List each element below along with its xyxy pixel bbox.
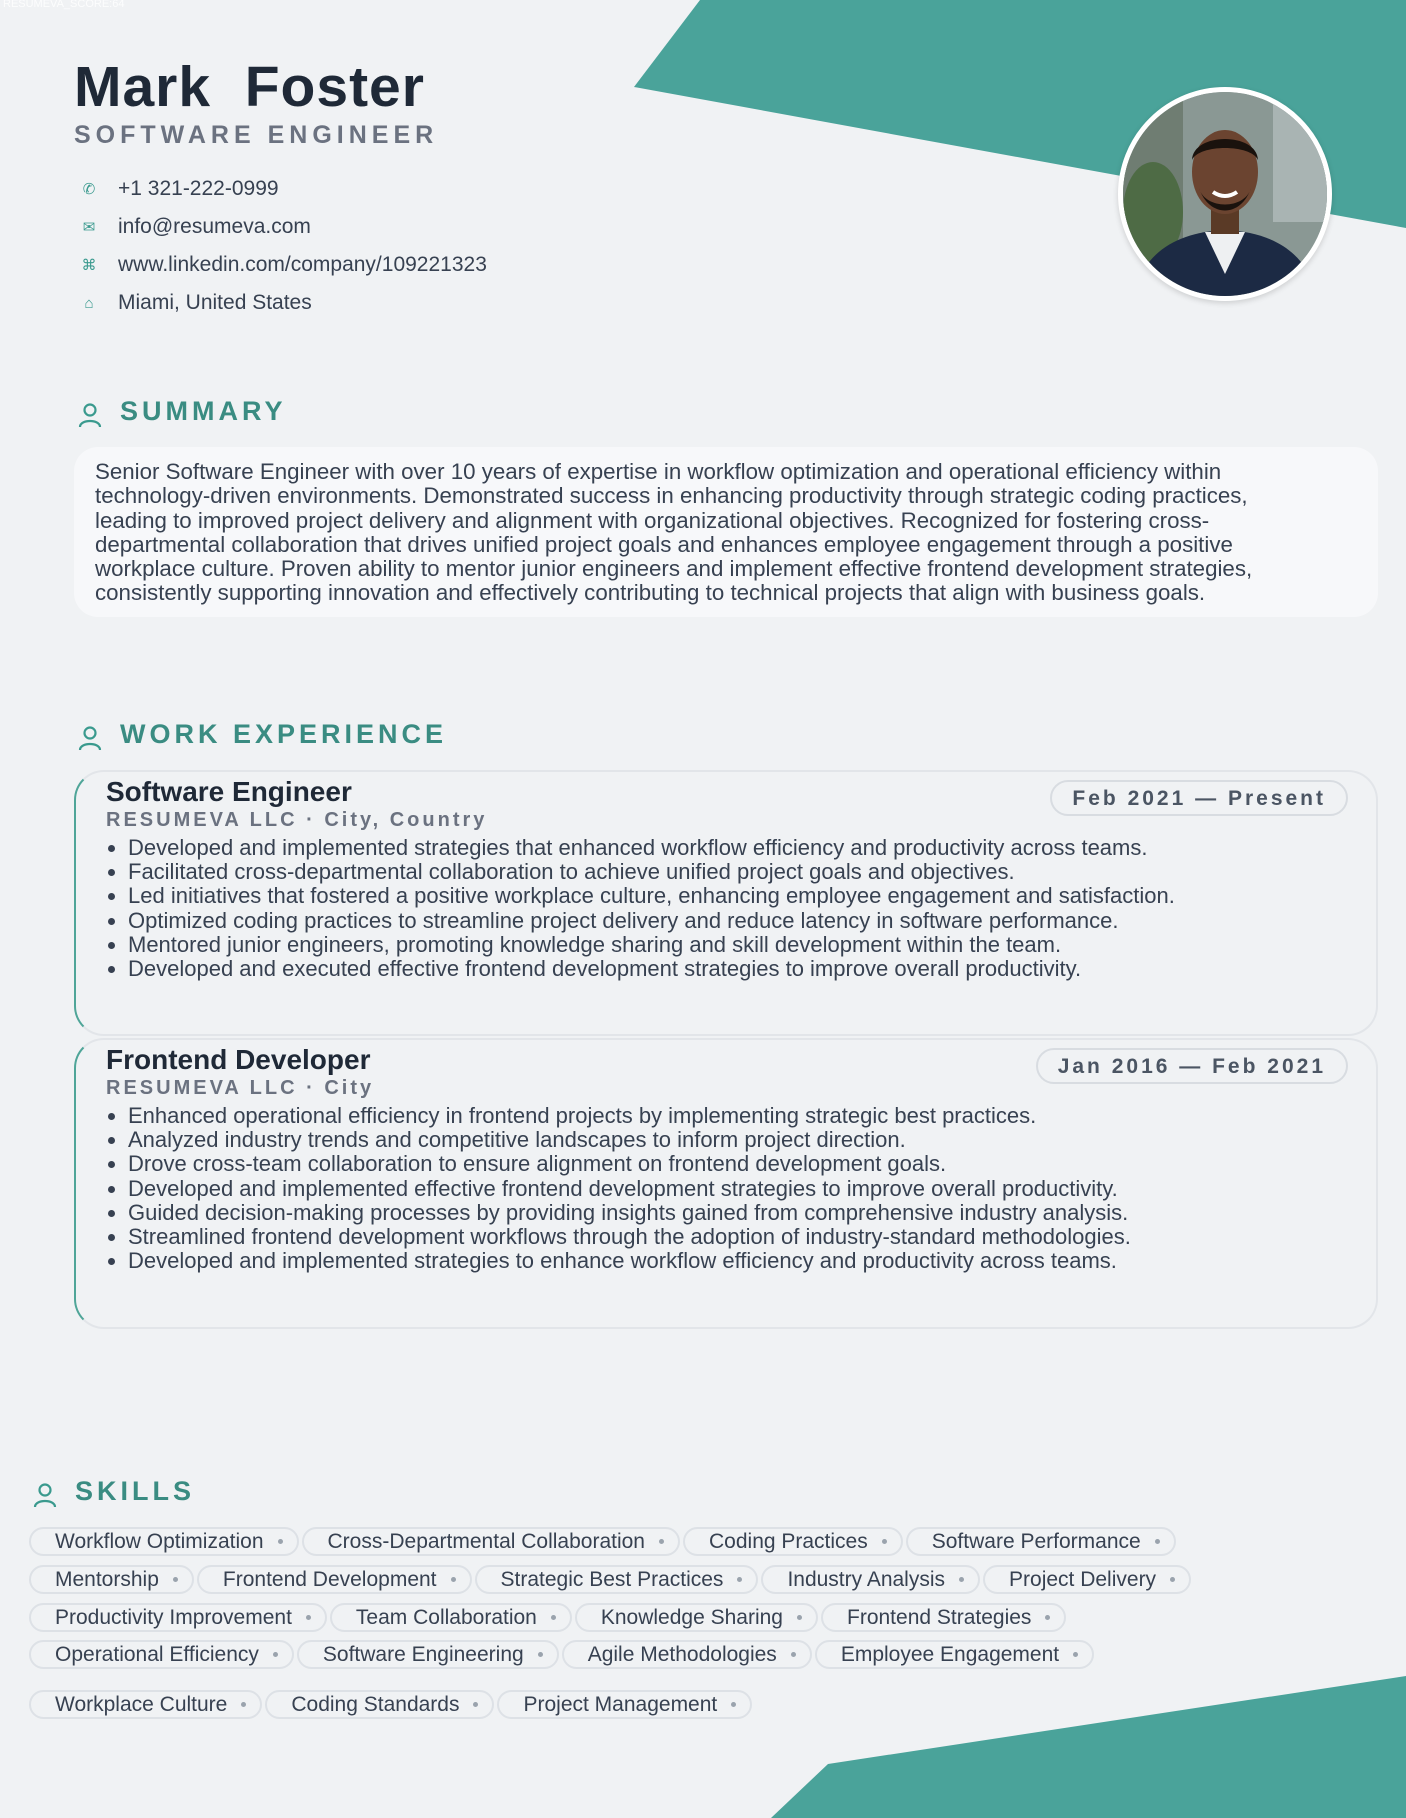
summary-line: departmental collaboration that drives unified project goals and enhances employee engagement through a positive — [95, 531, 1233, 557]
summary-title: SUMMARY — [120, 395, 287, 426]
skill-chip — [497, 1690, 752, 1719]
summary-line: leading to improved project delivery and alignment with organizational objectives. Recognized for fostering cross- — [95, 507, 1210, 533]
job-bullet: • Developed and implemented strategies that enhanced workflow efficiency and productivity across teams. — [128, 836, 1348, 860]
skill-dot — [538, 1652, 543, 1657]
skills-row — [29, 1640, 1229, 1669]
profile-photo-illustration — [1123, 92, 1327, 296]
skill-chip — [983, 1565, 1191, 1594]
contact-list — [78, 170, 487, 322]
job-bullet: • Facilitated cross-departmental collaboration to achieve unified project goals and objectives. — [128, 860, 1348, 884]
summary-line: technology-driven environments. Demonstrated success in enhancing productivity through strategic coding practices, — [95, 483, 1248, 509]
skill-chip — [815, 1640, 1094, 1669]
skill-dot — [241, 1702, 246, 1707]
summary-box — [74, 447, 1378, 617]
skill-label: Strategic Best Practices — [500, 1567, 724, 1591]
skill-label: Workflow Optimization — [55, 1529, 264, 1553]
summary-heading — [76, 393, 287, 429]
job-company: RESUMEVA LLC · City, Country — [106, 809, 488, 831]
skill-label: Software Engineering — [322, 1642, 524, 1666]
skill-label: Cross-Departmental Collaboration — [327, 1529, 645, 1553]
skill-chip — [29, 1640, 294, 1669]
job-bullet: • Analyzed industry trends and competitive landscapes to inform project direction. — [128, 1128, 1348, 1152]
skill-dot — [306, 1615, 311, 1620]
contact-phone — [78, 170, 487, 208]
job-title: Frontend Developer — [106, 1044, 371, 1075]
phone-text[interactable]: +1 321-222-0999 — [118, 177, 279, 200]
phone-icon: ✆ — [82, 181, 96, 198]
skill-chip — [197, 1565, 472, 1594]
skill-chip — [683, 1527, 903, 1556]
linkedin-link[interactable]: www.linkedin.com/company/109221323 — [118, 253, 487, 276]
person-icon — [76, 401, 104, 429]
email-link[interactable]: info@resumeva.com — [118, 215, 311, 238]
link-icon: ⌘ — [81, 257, 97, 274]
summary-line: Senior Software Engineer with over 10 years of expertise in workflow optimization and operational efficiency within — [95, 459, 1222, 484]
experience-title: WORK EXPERIENCE — [120, 718, 448, 749]
candidate-name: Mark Foster — [74, 55, 425, 119]
skill-chip — [821, 1603, 1066, 1632]
skill-chip — [562, 1640, 812, 1669]
job-bullet: • Guided decision-making processes by providing insights gained from comprehensive industry analysis. — [128, 1201, 1348, 1225]
job-entry — [74, 1038, 1378, 1329]
skill-chip — [302, 1527, 680, 1556]
summary-line: workplace culture. Proven ability to mentor junior engineers and implement effective frontend development strategies, — [95, 556, 1253, 582]
person-icon — [76, 724, 104, 752]
job-bullet: • Developed and implemented effective frontend development strategies to improve overall productivity. — [128, 1177, 1348, 1201]
skill-dot — [791, 1652, 796, 1657]
summary-line: consistently supporting innovation and effectively contributing to technical projects that align with business goals. — [95, 580, 1206, 606]
job-bullet: • Streamlined frontend development workflows through the adoption of industry-standard methodologies. — [128, 1225, 1348, 1249]
job-bullet: • Optimized coding practices to streamline project delivery and reduce latency in software performance. — [128, 909, 1348, 933]
skills-title: SKILLS — [75, 1475, 196, 1506]
skills-row — [29, 1565, 1229, 1594]
skill-dot — [273, 1652, 278, 1657]
skill-chip — [29, 1603, 327, 1632]
skills-row — [29, 1690, 1229, 1719]
skills-row — [29, 1603, 1229, 1632]
contact-linkedin — [78, 246, 487, 284]
skill-chip — [906, 1527, 1176, 1556]
skill-dot — [731, 1702, 736, 1707]
skill-dot — [1073, 1652, 1078, 1657]
skill-dot — [451, 1577, 456, 1582]
job-dates-badge: Jan 2016 — Feb 2021 — [1036, 1048, 1348, 1084]
skill-dot — [551, 1615, 556, 1620]
skill-dot — [473, 1702, 478, 1707]
skill-chip — [29, 1565, 194, 1594]
skill-chip — [265, 1690, 494, 1719]
skill-dot — [737, 1577, 742, 1582]
skill-label: Agile Methodologies — [587, 1642, 777, 1666]
skill-label: Coding Standards — [291, 1692, 460, 1716]
experience-heading — [76, 716, 447, 752]
skill-label: Productivity Improvement — [55, 1605, 292, 1629]
skill-chip — [29, 1527, 299, 1556]
contact-location — [78, 284, 487, 322]
contact-email — [78, 208, 487, 246]
skill-dot — [278, 1539, 283, 1544]
skills-row — [29, 1527, 1229, 1556]
skill-dot — [659, 1539, 664, 1544]
job-bullet: • Enhanced operational efficiency in frontend projects by implementing strategic best practices. — [128, 1104, 1348, 1128]
skill-chip — [475, 1565, 759, 1594]
skill-label: Frontend Strategies — [847, 1605, 1032, 1629]
skill-label: Team Collaboration — [355, 1605, 537, 1629]
skill-dot — [1045, 1615, 1050, 1620]
skill-dot — [173, 1577, 178, 1582]
job-entry — [74, 770, 1378, 1036]
skill-chip — [297, 1640, 559, 1669]
skill-dot — [1170, 1577, 1175, 1582]
skill-label: Operational Efficiency — [55, 1642, 259, 1666]
skill-label: Industry Analysis — [787, 1567, 946, 1591]
skill-label: Coding Practices — [709, 1529, 868, 1553]
skills-heading — [31, 1473, 195, 1509]
skill-dot — [959, 1577, 964, 1582]
skills-list — [29, 1527, 1229, 1719]
job-bullet: • Led initiatives that fostered a positive workplace culture, enhancing employee engagement and satisfaction. — [128, 884, 1348, 908]
home-icon: ⌂ — [84, 294, 94, 312]
job-company: RESUMEVA LLC · City — [106, 1077, 375, 1099]
job-bullet: • Developed and implemented strategies to enhance workflow efficiency and productivity across teams. — [128, 1249, 1348, 1273]
job-bullets — [106, 1104, 1348, 1273]
skill-chip — [29, 1690, 262, 1719]
skill-chip — [761, 1565, 980, 1594]
job-bullets — [106, 836, 1348, 981]
job-bullet: • Developed and executed effective frontend development strategies to improve overall productivity. — [128, 957, 1348, 981]
skill-dot — [1155, 1539, 1160, 1544]
skill-label: Frontend Development — [222, 1567, 437, 1591]
skill-label: Employee Engagement — [840, 1642, 1060, 1666]
skill-chip — [575, 1603, 818, 1632]
skill-label: Software Performance — [931, 1529, 1141, 1553]
job-bullet: • Mentored junior engineers, promoting knowledge sharing and skill development within the team. — [128, 933, 1348, 957]
skill-chip — [330, 1603, 572, 1632]
skill-label: Project Management — [523, 1692, 718, 1716]
job-dates-badge: Feb 2021 — Present — [1050, 780, 1348, 816]
mail-icon: ✉ — [82, 219, 96, 236]
profile-photo — [1118, 87, 1332, 301]
candidate-role: SOFTWARE ENGINEER — [74, 121, 439, 149]
watermark: RESUMEVA_SCORE:64 — [3, 0, 125, 10]
location-text: Miami, United States — [118, 291, 312, 314]
job-bullet: • Drove cross-team collaboration to ensure alignment on frontend development goals. — [128, 1152, 1348, 1176]
skill-label: Workplace Culture — [55, 1692, 228, 1716]
skill-label: Project Delivery — [1009, 1567, 1157, 1591]
job-title: Software Engineer — [106, 776, 352, 807]
skill-dot — [797, 1615, 802, 1620]
skill-label: Knowledge Sharing — [600, 1605, 783, 1629]
skill-label: Mentorship — [55, 1567, 159, 1591]
person-icon — [31, 1481, 59, 1509]
skill-dot — [882, 1539, 887, 1544]
